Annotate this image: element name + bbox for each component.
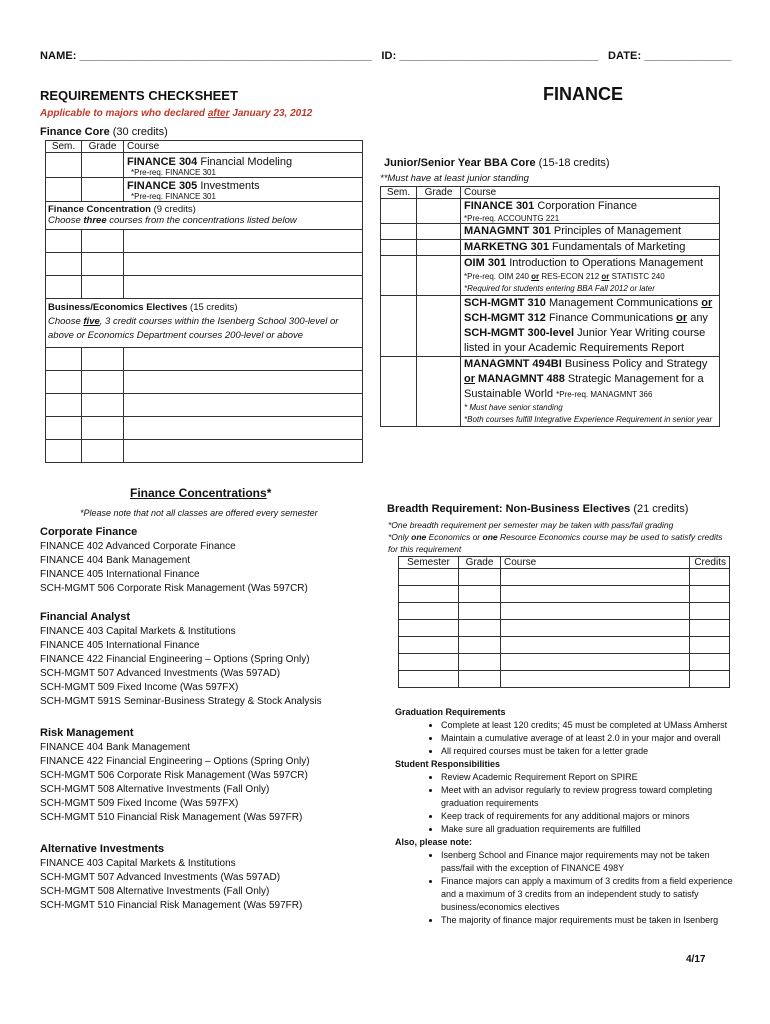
grade-cell[interactable] xyxy=(82,276,124,299)
list-item: SCH-MGMT 507 Advanced Investments (Was 597AD) xyxy=(40,668,281,679)
course-name: Strategic Management for a Sustainable World xyxy=(464,373,704,400)
credits-cell[interactable] xyxy=(690,671,730,688)
credits-cell[interactable] xyxy=(690,637,730,654)
course-cell xyxy=(461,256,720,296)
grade-cell[interactable] xyxy=(82,253,124,276)
list-item: SCH-MGMT 510 Financial Risk Management (Was 597FR) xyxy=(40,812,303,823)
bus-note-b: five xyxy=(83,316,100,327)
course-code: MARKETNG 301 xyxy=(464,241,549,253)
table-row xyxy=(399,586,730,603)
course-name: Investments xyxy=(197,180,260,192)
col-grade: Grade xyxy=(459,557,501,569)
integrative-note: *Both courses fulfill Integrative Experience Requirement in senior year xyxy=(464,415,713,424)
course-cell[interactable] xyxy=(501,671,690,688)
grade-cell[interactable] xyxy=(82,348,124,371)
concentration-title: Financial Analyst xyxy=(40,611,131,623)
course-cell xyxy=(461,296,720,357)
sem-cell[interactable] xyxy=(46,348,82,371)
core-title-bold: Finance Core xyxy=(40,126,110,138)
applicable-after: after xyxy=(207,108,230,119)
col-sem: Sem. xyxy=(46,141,82,153)
grade-cell[interactable] xyxy=(459,569,501,586)
course-code: MANAGMNT 488 xyxy=(475,373,565,385)
table-row xyxy=(399,557,730,569)
concentrations-note: *Please note that not all classes are offered every semester xyxy=(80,508,318,518)
course-cell[interactable] xyxy=(124,394,363,417)
col-course: Course xyxy=(501,557,690,569)
bus-note-c: , 3 credit courses within the Isenberg School 300-level or above or Economics Department courses 200-level or above xyxy=(48,316,339,341)
applicable-note xyxy=(40,108,312,119)
course-cell[interactable] xyxy=(124,417,363,440)
grade-cell[interactable] xyxy=(417,224,461,240)
prereq-or: or xyxy=(601,272,610,281)
breadth-note-2b: one xyxy=(411,532,427,542)
program-title: FINANCE xyxy=(543,84,623,104)
col-sem: Sem. xyxy=(381,187,417,199)
table-row xyxy=(381,357,720,427)
sem-cell[interactable] xyxy=(381,224,417,240)
prereq-c: STATISTC 240 xyxy=(609,272,665,281)
table-row xyxy=(46,440,363,463)
sem-cell[interactable] xyxy=(46,230,82,253)
table-row xyxy=(46,202,363,230)
grade-cell[interactable] xyxy=(459,620,501,637)
id-field[interactable]: ID: ________________________________ xyxy=(381,50,599,62)
table-row xyxy=(46,276,363,299)
list-item: FINANCE 405 International Finance xyxy=(40,569,200,580)
junior-title-credits: (15-18 credits) xyxy=(535,157,610,169)
finance-core-title xyxy=(40,126,168,138)
breadth-note-2e: Resource Economics course may be used to satisfy credits for this requirement xyxy=(388,532,723,554)
course-cell xyxy=(461,240,720,256)
course-cell[interactable] xyxy=(124,253,363,276)
table-row xyxy=(399,654,730,671)
also-note-title: Also, please note: xyxy=(395,837,473,847)
course-cell[interactable] xyxy=(124,230,363,253)
semester-cell[interactable] xyxy=(399,569,459,586)
list-item: • Finance majors can apply a maximum of 3 credits from a field experience and a maximum of 3 credits from an independent study to satisfy business/economics electives xyxy=(441,875,740,914)
list-item: • Maintain a cumulative average of at least 2.0 in your major and overall xyxy=(441,732,740,745)
list-item: FINANCE 403 Capital Markets & Institutions xyxy=(40,626,236,637)
concentration-analyst xyxy=(40,611,380,709)
sem-cell[interactable] xyxy=(46,417,82,440)
semester-cell[interactable] xyxy=(399,654,459,671)
course-cell[interactable] xyxy=(124,440,363,463)
sem-cell[interactable] xyxy=(46,178,82,202)
breadth-note-2a: *Only xyxy=(388,532,412,542)
credits-cell[interactable] xyxy=(690,569,730,586)
list-item: • Review Academic Requirement Report on SPIRE xyxy=(441,771,740,784)
breadth-notes xyxy=(388,519,728,555)
student-responsibilities-title: Student Responsibilities xyxy=(395,759,501,769)
grade-cell[interactable] xyxy=(459,603,501,620)
breadth-title xyxy=(387,503,688,515)
or-text: or xyxy=(701,297,713,309)
conc-credits: (9 credits) xyxy=(150,204,196,215)
list-item: • Complete at least 120 credits; 45 must be completed at UMass Amherst xyxy=(441,719,740,732)
list-item: SCH-MGMT 506 Corporate Risk Management (Was 597CR) xyxy=(40,583,308,594)
table-row xyxy=(46,141,363,153)
list-item: FINANCE 404 Bank Management xyxy=(40,742,191,753)
course-cell[interactable] xyxy=(124,276,363,299)
breadth-title-bold: Breadth Requirement: Non-Business Electives xyxy=(387,503,631,515)
course-code: OIM 301 xyxy=(464,257,507,269)
table-row xyxy=(381,256,720,296)
conc-note-b: three xyxy=(83,215,107,226)
course-code: SCH-MGMT 312 xyxy=(464,312,546,324)
grade-cell[interactable] xyxy=(459,637,501,654)
sem-cell[interactable] xyxy=(381,240,417,256)
credits-cell[interactable] xyxy=(690,603,730,620)
list-item: FINANCE 405 International Finance xyxy=(40,640,200,651)
course-cell xyxy=(461,357,720,427)
prereq: *Pre-req. FINANCE 301 xyxy=(131,168,216,177)
conc-note-c: courses from the concentrations listed below xyxy=(106,215,297,226)
grade-cell[interactable] xyxy=(82,371,124,394)
grade-cell[interactable] xyxy=(82,394,124,417)
semester-cell[interactable] xyxy=(399,586,459,603)
grade-cell[interactable] xyxy=(459,671,501,688)
prereq: *Pre-req. MANAGMNT 366 xyxy=(556,390,653,399)
concentration-title: Alternative Investments xyxy=(40,843,165,855)
senior-note: * Must have senior standing xyxy=(464,403,563,412)
breadth-table xyxy=(398,556,730,688)
finance-core-table xyxy=(45,140,363,463)
course-cell xyxy=(124,153,363,178)
credits-cell[interactable] xyxy=(690,654,730,671)
col-credits: Credits xyxy=(690,557,730,569)
list-item: SCH-MGMT 509 Fixed Income (Was 597FX) xyxy=(40,682,239,693)
or-text: or xyxy=(676,312,688,324)
col-grade: Grade xyxy=(417,187,461,199)
table-row xyxy=(399,637,730,654)
applicable-pre: Applicable to majors who declared xyxy=(40,108,208,119)
course-name: Junior Year Writing course listed in your Academic Requirements Report xyxy=(464,327,706,354)
course-name: Financial Modeling xyxy=(197,156,293,168)
list-item: SCH-MGMT 508 Alternative Investments (Fall Only) xyxy=(40,784,270,795)
table-row xyxy=(46,253,363,276)
course-cell[interactable] xyxy=(501,569,690,586)
list-item: FINANCE 402 Advanced Corporate Finance xyxy=(40,541,236,552)
list-item: SCH-MGMT 507 Advanced Investments (Was 597AD) xyxy=(40,872,281,883)
course-cell xyxy=(461,224,720,240)
course-cell[interactable] xyxy=(501,586,690,603)
table-row xyxy=(381,199,720,224)
table-row xyxy=(46,394,363,417)
grade-cell[interactable] xyxy=(82,417,124,440)
credits-cell[interactable] xyxy=(690,620,730,637)
sem-cell[interactable] xyxy=(46,253,82,276)
course-code: FINANCE 305 xyxy=(127,180,198,192)
applicable-date: January 23, 2012 xyxy=(229,108,313,119)
prereq: *Pre-req. ACCOUNTG 221 xyxy=(464,214,560,223)
date-field[interactable]: DATE: ______________ xyxy=(607,50,732,62)
concentrations-star: * xyxy=(266,486,272,500)
business-electives-header xyxy=(46,299,363,348)
table-row xyxy=(381,187,720,199)
semester-cell[interactable] xyxy=(399,603,459,620)
prereq-or: or xyxy=(531,272,540,281)
concentration-title: Risk Management xyxy=(40,727,134,739)
table-row xyxy=(399,620,730,637)
conc-note-a: Choose xyxy=(48,215,84,226)
grade-cell[interactable] xyxy=(459,586,501,603)
list-item: SCH-MGMT 510 Financial Risk Management (Was 597FR) xyxy=(40,900,303,911)
list-item: • The majority of finance major requirements must be taken in Isenberg xyxy=(441,914,740,927)
prereq: *Pre-req. FINANCE 301 xyxy=(131,192,216,201)
junior-standing-note: **Must have at least junior standing xyxy=(380,173,529,184)
semester-cell[interactable] xyxy=(399,637,459,654)
conc-title: Finance Concentration xyxy=(48,204,151,215)
list-item: • Meet with an advisor regularly to review progress toward completing graduation requirements xyxy=(441,784,740,810)
bus-note-a: Choose xyxy=(48,316,84,327)
course-cell[interactable] xyxy=(124,371,363,394)
sem-cell[interactable] xyxy=(381,256,417,296)
list-item: FINANCE 403 Capital Markets & Institutions xyxy=(40,858,236,869)
course-cell[interactable] xyxy=(501,637,690,654)
grade-cell[interactable] xyxy=(82,440,124,463)
prereq-a: *Pre-req. OIM 240 xyxy=(464,272,532,281)
list-item: • Make sure all graduation requirements are fulfilled xyxy=(441,823,740,836)
prereq-b: RES-ECON 212 xyxy=(539,272,602,281)
graduation-title: Graduation Requirements xyxy=(395,707,506,717)
semester-cell[interactable] xyxy=(399,671,459,688)
junior-core-table xyxy=(380,186,720,427)
col-course: Course xyxy=(461,187,720,199)
sem-cell[interactable] xyxy=(46,276,82,299)
col-semester: Semester xyxy=(399,557,459,569)
course-code: FINANCE 304 xyxy=(127,156,198,168)
course-name: Fundamentals of Marketing xyxy=(548,241,686,253)
list-item: SCH-MGMT 509 Fixed Income (Was 597FX) xyxy=(40,798,239,809)
graduation-section xyxy=(395,706,740,927)
junior-title-bold: Junior/Senior Year BBA Core xyxy=(384,157,536,169)
credits-cell[interactable] xyxy=(690,586,730,603)
sem-cell[interactable] xyxy=(46,394,82,417)
table-row xyxy=(399,671,730,688)
course-cell[interactable] xyxy=(501,654,690,671)
sem-cell[interactable] xyxy=(46,440,82,463)
concentration-risk xyxy=(40,727,380,825)
table-row xyxy=(46,178,363,202)
sem-cell[interactable] xyxy=(46,371,82,394)
table-row xyxy=(381,296,720,357)
table-row xyxy=(46,153,363,178)
course-code: FINANCE 301 xyxy=(464,200,535,212)
grade-cell[interactable] xyxy=(82,153,124,178)
grade-cell[interactable] xyxy=(82,230,124,253)
sem-cell[interactable] xyxy=(381,357,417,427)
course-name: Introduction to Operations Management xyxy=(506,257,704,269)
table-row xyxy=(46,299,363,348)
list-item: • All required courses must be taken for a letter grade xyxy=(441,745,740,758)
table-row xyxy=(399,569,730,586)
course-name: Finance Communications xyxy=(545,312,677,324)
col-grade: Grade xyxy=(82,141,124,153)
header-fields xyxy=(40,50,731,62)
course-code: SCH-MGMT 300-level xyxy=(464,327,575,339)
table-row xyxy=(399,603,730,620)
course-code: SCH-MGMT 310 xyxy=(464,297,546,309)
concentration-alternative xyxy=(40,843,380,913)
course-name: Principles of Management xyxy=(550,225,682,237)
list-item: SCH-MGMT 591S Seminar-Business Strategy & Stock Analysis xyxy=(40,696,322,707)
col-course: Course xyxy=(124,141,363,153)
concentrations-heading xyxy=(130,486,271,500)
grade-cell[interactable] xyxy=(417,357,461,427)
breadth-credits: (21 credits) xyxy=(630,503,689,515)
sem-cell[interactable] xyxy=(381,296,417,357)
course-name: Business Policy and Strategy xyxy=(561,358,708,370)
table-row xyxy=(381,240,720,256)
list-item: FINANCE 422 Financial Engineering – Options (Spring Only) xyxy=(40,756,310,767)
course-cell[interactable] xyxy=(501,603,690,620)
breadth-note-2c: Economics or xyxy=(426,532,483,542)
grade-cell[interactable] xyxy=(459,654,501,671)
sem-cell[interactable] xyxy=(46,153,82,178)
or-text: or xyxy=(464,373,475,385)
bus-title: Business/Economics Electives xyxy=(48,302,188,313)
page-number: 4/17 xyxy=(686,954,706,965)
any-text: any xyxy=(687,312,708,324)
sem-cell[interactable] xyxy=(381,199,417,224)
name-field[interactable]: NAME: _______________________________________________ xyxy=(40,50,372,62)
bus-credits: (15 credits) xyxy=(187,302,238,313)
junior-core-title xyxy=(384,157,610,169)
course-code: MANAGMNT 301 xyxy=(464,225,551,237)
course-cell[interactable] xyxy=(124,348,363,371)
grade-cell[interactable] xyxy=(417,256,461,296)
list-item: • Keep track of requirements for any additional majors or minors xyxy=(441,810,740,823)
list-item: FINANCE 404 Bank Management xyxy=(40,555,191,566)
course-cell xyxy=(461,199,720,224)
table-row xyxy=(46,348,363,371)
table-row xyxy=(46,417,363,440)
course-cell[interactable] xyxy=(501,620,690,637)
core-title-credits: (30 credits) xyxy=(109,126,168,138)
grade-cell[interactable] xyxy=(417,296,461,357)
concentration-corporate xyxy=(40,526,380,596)
list-item: SCH-MGMT 508 Alternative Investments (Fall Only) xyxy=(40,886,270,897)
required-note: *Required for students entering BBA Fall 2012 or later xyxy=(464,284,655,293)
list-item: FINANCE 422 Financial Engineering – Options (Spring Only) xyxy=(40,654,310,665)
concentration-header xyxy=(46,202,363,230)
list-item: SCH-MGMT 506 Corporate Risk Management (Was 597CR) xyxy=(40,770,308,781)
breadth-note-2d: one xyxy=(482,532,498,542)
table-row xyxy=(46,371,363,394)
concentrations-title: Finance Concentrations xyxy=(130,486,267,500)
course-cell xyxy=(124,178,363,202)
list-item: • Isenberg School and Finance major requirements may not be taken pass/fail with the exception of FINANCE 498Y xyxy=(441,849,740,875)
grade-cell[interactable] xyxy=(417,240,461,256)
concentration-title: Corporate Finance xyxy=(40,526,138,538)
course-name: Management Communications xyxy=(545,297,699,309)
grade-cell[interactable] xyxy=(82,178,124,202)
course-name: Corporation Finance xyxy=(534,200,638,212)
grade-cell[interactable] xyxy=(417,199,461,224)
table-row xyxy=(46,230,363,253)
breadth-note-1: *One breadth requirement per semester may be taken with pass/fail grading xyxy=(388,520,674,530)
semester-cell[interactable] xyxy=(399,620,459,637)
table-row xyxy=(381,224,720,240)
course-code: MANAGMNT 494BI xyxy=(464,358,562,370)
page-title: REQUIREMENTS CHECKSHEET xyxy=(40,88,238,103)
